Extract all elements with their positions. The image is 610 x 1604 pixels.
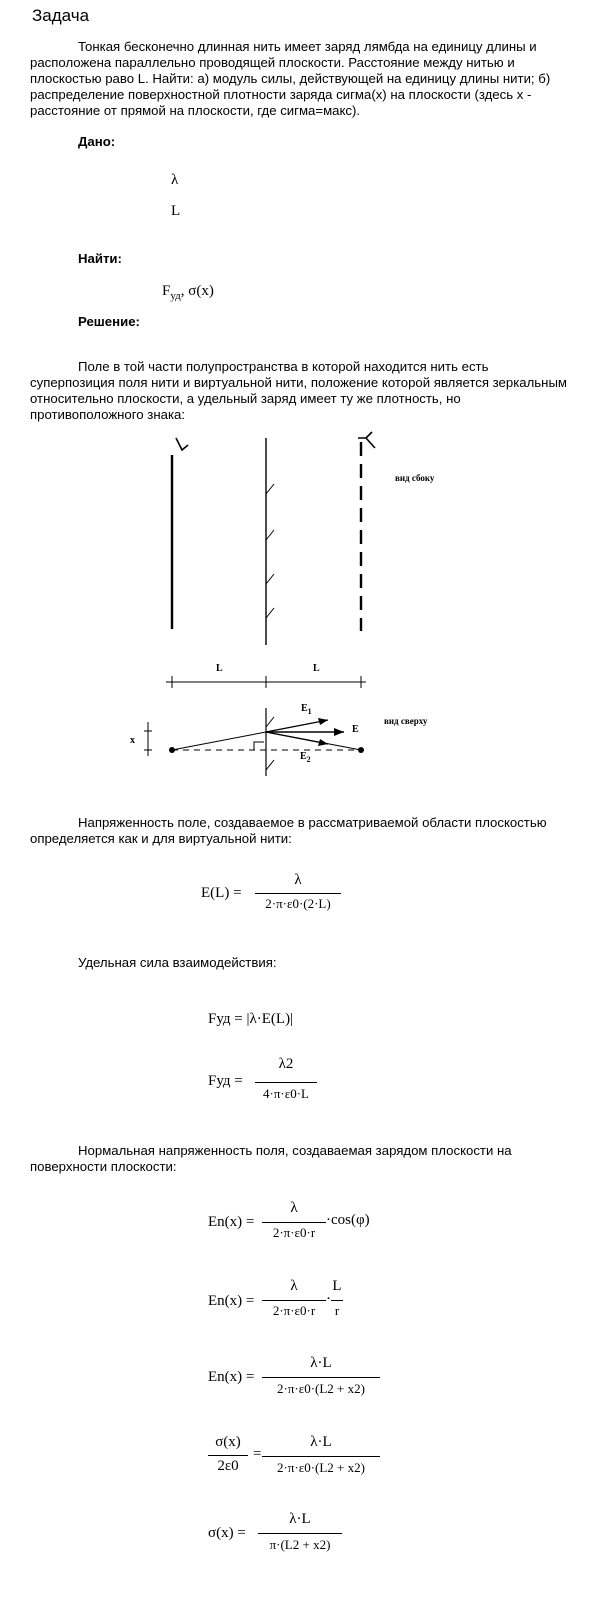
- eq6-fraction-bar: [262, 1377, 380, 1378]
- eq5-dot: ·: [326, 1291, 331, 1307]
- eq7-numerator: λ·L: [310, 1434, 332, 1450]
- eq1-denominator: 2·π·ε0·(2·L): [265, 896, 331, 911]
- eq8-lhs: σ(x) =: [208, 1525, 246, 1541]
- eq5-numerator: λ: [290, 1278, 298, 1294]
- eq2: Fуд = |λ·E(L)|: [208, 1011, 294, 1027]
- E1-label: $E_1$: [301, 703, 312, 716]
- E1-vector: [266, 720, 328, 732]
- text-specific-force: Удельная сила взаимодействия:: [78, 955, 277, 970]
- eq4-fraction-bar: [262, 1222, 326, 1223]
- eq7-fraction-bar: [262, 1456, 380, 1457]
- eq3-numerator: λ2: [278, 1056, 294, 1072]
- right-angle-mark: [254, 742, 264, 750]
- eq7-equals: =: [253, 1446, 262, 1462]
- eq6-lhs: En(x) =: [208, 1369, 255, 1385]
- eq5-denominator-2: r: [334, 1303, 340, 1318]
- E2-label: $E_2$: [300, 751, 311, 764]
- eq6-denominator: 2·π·ε0·(L2 + x2): [277, 1381, 365, 1396]
- eq5-lhs: En(x) =: [208, 1293, 255, 1309]
- text-normal-field: Нормальная напряженность поля, создаваемая зарядом плоскости на поверхности плоскости:: [30, 1143, 512, 1174]
- distance-label-1: L: [216, 663, 223, 674]
- eq2-lhs: Fуд: [208, 1011, 231, 1027]
- eq1-fraction-bar: [255, 893, 341, 894]
- text-field-plane: Напряженность поле, создаваемое в рассматриваемой области плоскостью определяется как и для виртуальной нити:: [30, 815, 547, 846]
- x-label: x: [130, 735, 135, 746]
- solution-heading: Решение:: [78, 314, 140, 329]
- page-title: Задача: [32, 6, 90, 25]
- E2-vector: [266, 732, 328, 744]
- problem-statement: Тонкая бесконечно длинная нить имеет заряд лямбда на единицу длины и расположена параллельно проводящей плоскости. Расстояние между нитью и плоскостью раво L. Найти: а) модуль силы, действующей на единицу длины нити; б) распределение поверхностной плотности заряда сигма(x) на плоскости (здесь x - расстояние от прямой на плоскости, где сигма=макс).: [30, 39, 551, 118]
- given-lambda: λ: [171, 172, 179, 188]
- find-expression: [162, 283, 214, 302]
- image-charge-diagram: [0, 420, 610, 795]
- r-line-real: [172, 732, 266, 750]
- x-marker: [144, 722, 152, 756]
- eq5-fraction-bar-2: [331, 1300, 343, 1301]
- eq4-denominator: 2·π·ε0·r: [272, 1225, 316, 1240]
- eq7-lhs-denominator: 2ε0: [217, 1458, 239, 1474]
- eq3-lhs: Fуд =: [208, 1073, 243, 1089]
- eq4-numerator: λ: [290, 1200, 298, 1216]
- eq3-fraction-bar: [255, 1082, 317, 1083]
- find-heading: Найти:: [78, 251, 122, 266]
- eq7-denominator: 2·π·ε0·(L2 + x2): [277, 1460, 365, 1475]
- eq5-numerator-2: L: [332, 1278, 342, 1294]
- find-rest: , σ(x): [180, 283, 214, 299]
- eq7-lhs-bar: [208, 1455, 248, 1456]
- eq8-numerator: λ·L: [289, 1511, 311, 1527]
- solution-text: Поле в той части полупространства в которой находится нить есть суперпозиция поля нити и виртуальной нити, положение которой является зеркальным относительно плоскости, а удельный заряд имеет ту же плотность, но противоположного знака:: [30, 359, 568, 422]
- find-F: F: [162, 283, 171, 299]
- eq1-numerator: λ: [294, 872, 302, 888]
- eq4-lhs: En(x) =: [208, 1214, 255, 1230]
- plane-hatching: [266, 484, 274, 618]
- lambda-mark-real: [176, 438, 188, 450]
- eq5-denominator: 2·π·ε0·r: [272, 1303, 316, 1318]
- eq7-lhs-numerator: σ(x): [215, 1434, 241, 1450]
- E-label: E: [352, 724, 359, 735]
- given-heading: Дано:: [78, 134, 116, 149]
- side-view-label: вид сбоку: [395, 473, 435, 483]
- eq4-tail: ·cos(φ): [326, 1212, 370, 1228]
- distance-label-2: L: [313, 663, 320, 674]
- eq8-fraction-bar: [258, 1533, 342, 1534]
- find-F-sub: уд: [170, 290, 181, 302]
- eq8-denominator: π·(L2 + x2): [269, 1537, 331, 1552]
- eq3-denominator: 4·π·ε0·L: [263, 1086, 309, 1101]
- eq5-fraction-bar: [262, 1300, 326, 1301]
- eq2-rhs: |λ·E(L)|: [246, 1011, 294, 1027]
- eq6-numerator: λ·L: [310, 1355, 332, 1371]
- top-view-label: вид сверху: [384, 716, 428, 726]
- eq1-lhs: E(L) =: [201, 885, 242, 901]
- given-L: L: [171, 203, 181, 219]
